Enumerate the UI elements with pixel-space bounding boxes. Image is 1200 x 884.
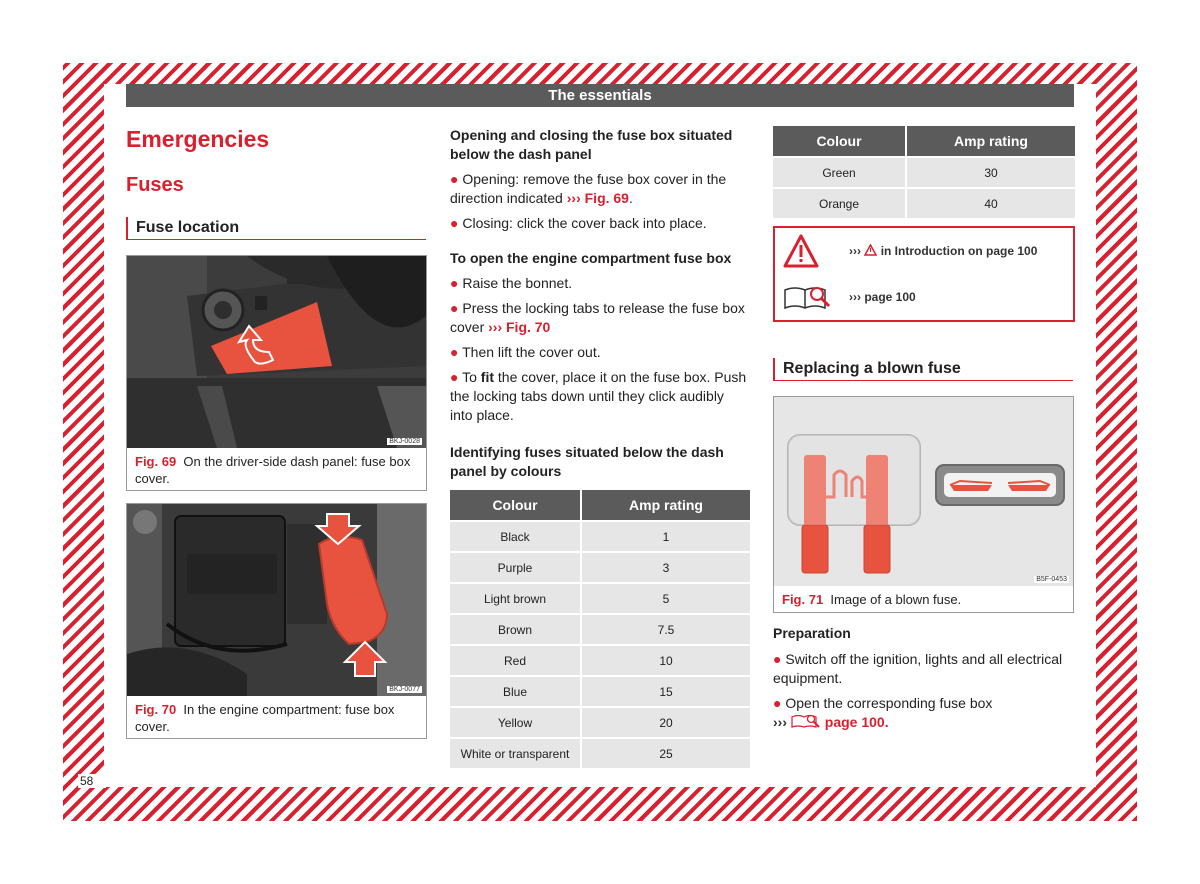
warning-triangle-icon: [783, 234, 819, 268]
bullet-opening-end: .: [628, 190, 633, 206]
cell-amp: 20: [582, 708, 750, 737]
bullet-open-fuse-box-text: Open the corresponding fuse box: [785, 695, 993, 711]
warning-page-link[interactable]: ››› page 100: [849, 290, 916, 304]
bullet-dot: ●: [450, 369, 459, 385]
cell-colour: Yellow: [450, 708, 582, 737]
cell-amp: 7.5: [582, 615, 750, 644]
bullet-dot: ●: [450, 344, 459, 360]
warning-intro-link[interactable]: in Introduction on page 100: [880, 244, 1038, 258]
bullet-fit-pre: To: [462, 369, 481, 385]
figure-69-caption-text: On the driver-side dash panel: fuse box cover.: [135, 454, 411, 486]
bullet-switch-off-text: Switch off the ignition, lights and all electrical equipment.: [773, 651, 1063, 686]
bullet-dot: ●: [773, 651, 782, 667]
figure-70: [126, 503, 427, 739]
figure-70-image: [127, 504, 426, 696]
preparation-heading: Preparation: [773, 625, 851, 641]
identifying-fuses-heading: Identifying fuses situated below the dash panel by colours: [450, 444, 724, 479]
bullet-raise-bonnet-text: Raise the bonnet.: [462, 275, 573, 291]
bullet-fit-cover: [450, 368, 750, 425]
bullet-dot: ●: [450, 215, 459, 231]
cell-amp: 3: [582, 553, 750, 582]
cell-colour: Orange: [773, 189, 907, 218]
subsection-heading: Fuse location: [126, 217, 426, 240]
warning-line-1: [849, 244, 1037, 258]
figure-69-code: BKJ-0028: [389, 438, 420, 445]
book-magnifier-icon: [783, 282, 833, 312]
figure-70-code: BKJ-0077: [389, 686, 420, 693]
figure-69-caption: [127, 453, 426, 487]
book-magnifier-icon: [791, 713, 821, 729]
fig-69-link[interactable]: ››› Fig. 69: [566, 190, 629, 206]
figure-70-number: Fig. 70: [135, 702, 177, 717]
page-number: 58: [78, 774, 106, 788]
bullet-press-tabs: [450, 299, 750, 337]
fuse-colour-table-dash: [450, 488, 750, 770]
table-row: [450, 677, 750, 706]
bullet-closing-text: Closing: click the cover back into place.: [462, 215, 707, 231]
figure-71-image: [774, 397, 1073, 586]
bullet-dot: ●: [450, 275, 459, 291]
table-row: [450, 553, 750, 582]
ref-arrows: ›››: [773, 714, 787, 730]
cell-amp: 30: [907, 158, 1075, 187]
cell-colour: Blue: [450, 677, 582, 706]
figure-69-image: [127, 256, 426, 448]
col-header-amp: Amp rating: [907, 126, 1075, 156]
table-row: [450, 646, 750, 675]
figure-69: [126, 255, 427, 491]
bullet-fit-bold: fit: [480, 369, 495, 385]
cell-amp: 10: [582, 646, 750, 675]
cell-colour: Black: [450, 522, 582, 551]
cell-colour: White or transparent: [450, 739, 582, 768]
bullet-closing: [450, 214, 750, 233]
small-warning-icon: [864, 244, 877, 256]
cell-colour: Green: [773, 158, 907, 187]
table-row: [450, 615, 750, 644]
engine-fuse-box-heading: To open the engine compartment fuse box: [450, 250, 732, 266]
cell-amp: 25: [582, 739, 750, 768]
engine-compartment-illustration: [127, 504, 426, 696]
warning-arrows: ›››: [849, 244, 861, 258]
col-header-colour: Colour: [450, 490, 582, 520]
replacing-fuse-heading: Replacing a blown fuse: [773, 358, 1073, 381]
bullet-fit-post: the cover, place it on the fuse box. Push the locking tabs down until they click audibly into place.: [450, 369, 747, 423]
warning-box: [773, 226, 1075, 322]
figure-71: [773, 396, 1074, 613]
bullet-raise-bonnet: [450, 274, 750, 293]
bullet-press-tabs-text: Press the locking tabs to release the fuse box cover: [450, 300, 745, 335]
table-row: [773, 189, 1075, 218]
fuse-box-dash-heading: Opening and closing the fuse box situated below the dash panel: [450, 127, 733, 162]
figure-71-caption-text: Image of a blown fuse.: [830, 592, 962, 607]
figure-70-caption: [127, 701, 426, 735]
cell-colour: Light brown: [450, 584, 582, 613]
bullet-lift-cover: [450, 343, 750, 362]
figure-71-number: Fig. 71: [782, 592, 824, 607]
section-title: Fuses: [126, 174, 184, 196]
bullet-open-fuse-box: [773, 694, 1063, 732]
fig-70-link[interactable]: ››› Fig. 70: [488, 319, 551, 335]
preparation-section: [773, 624, 1063, 732]
table-row: [450, 522, 750, 551]
cell-amp: 5: [582, 584, 750, 613]
cell-amp: 1: [582, 522, 750, 551]
table-row: [450, 708, 750, 737]
figure-71-caption: [774, 591, 1073, 608]
bullet-lift-cover-text: Then lift the cover out.: [462, 344, 601, 360]
figure-70-caption-text: In the engine compartment: fuse box cover.: [135, 702, 395, 734]
cell-amp: 40: [907, 189, 1075, 218]
col-header-amp: Amp rating: [582, 490, 750, 520]
blown-fuse-illustration: [774, 397, 1073, 586]
bullet-opening: [450, 170, 750, 208]
table-row: [773, 158, 1075, 187]
cell-colour: Brown: [450, 615, 582, 644]
chapter-header: The essentials: [126, 84, 1074, 107]
bullet-dot: ●: [450, 171, 459, 187]
cell-colour: Purple: [450, 553, 582, 582]
table-row: [450, 584, 750, 613]
figure-69-number: Fig. 69: [135, 454, 177, 469]
page-100-link[interactable]: page 100.: [824, 714, 889, 730]
column-2: [450, 126, 750, 481]
bullet-dot: ●: [773, 695, 782, 711]
fuse-colour-table-engine: [773, 124, 1075, 220]
table-row: [450, 739, 750, 768]
col-header-colour: Colour: [773, 126, 907, 156]
dash-panel-illustration: [127, 256, 426, 448]
figure-71-code: B5F-0453: [1036, 576, 1067, 583]
bullet-dot: ●: [450, 300, 459, 316]
cell-colour: Red: [450, 646, 582, 675]
bullet-switch-off: [773, 650, 1063, 688]
bullet-opening-text: Opening: remove the fuse box cover in the direction indicated: [450, 171, 727, 206]
cell-amp: 15: [582, 677, 750, 706]
page-title: Emergencies: [126, 126, 270, 152]
